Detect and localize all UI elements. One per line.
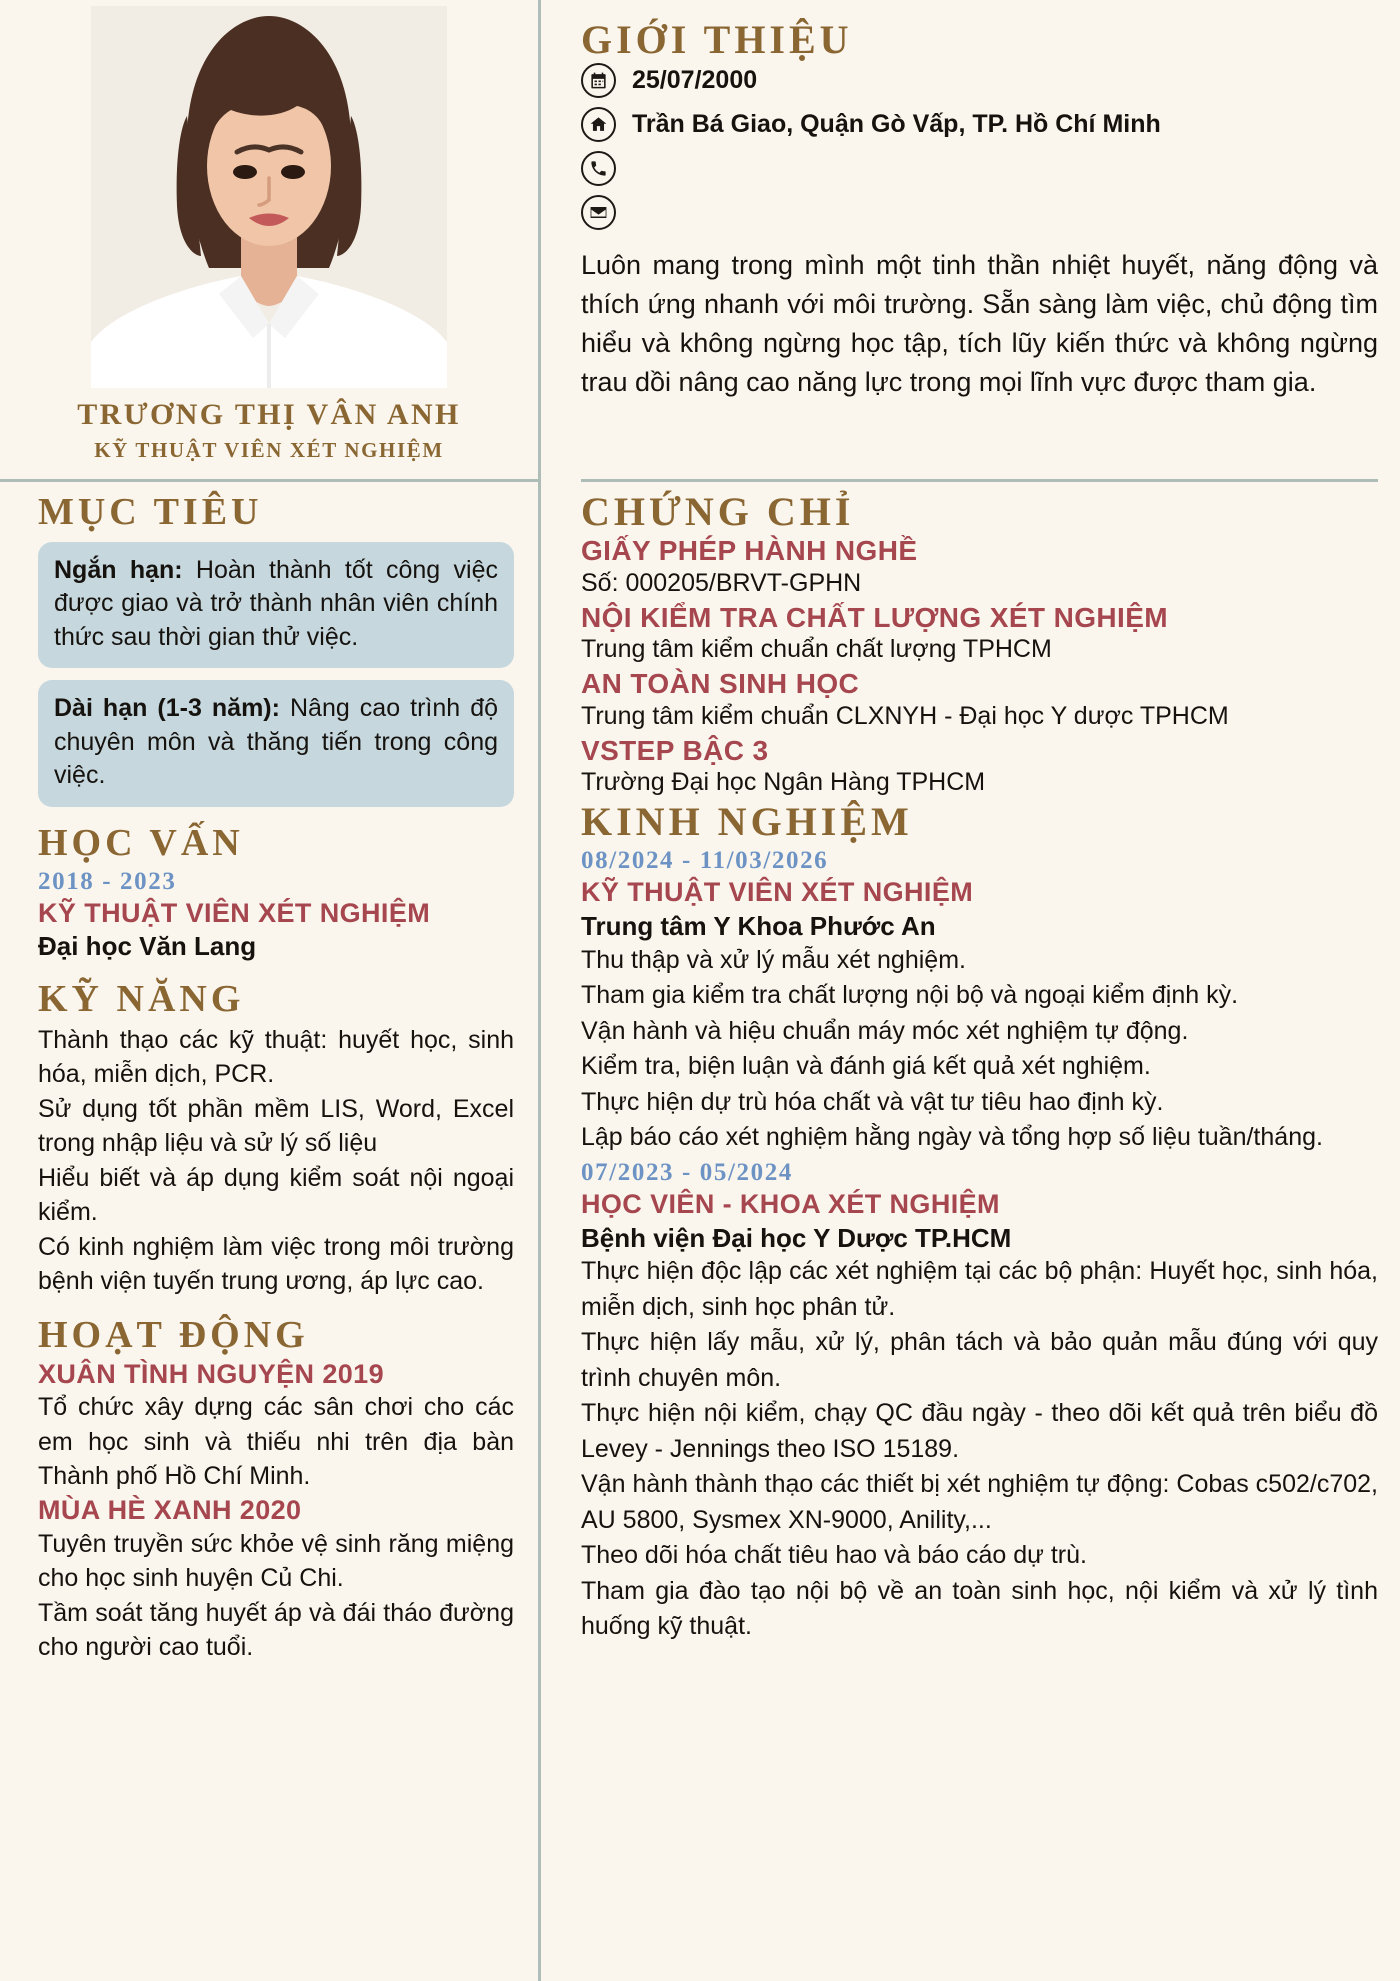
experience-heading: KINH NGHIỆM [581, 799, 913, 845]
experience-line: Thu thập và xử lý mẫu xét nghiệm. [581, 945, 966, 974]
certificate-item [581, 601, 1378, 666]
education-org: Đại học Văn Lang [38, 931, 257, 962]
experience-line: Thực hiện nội kiểm, chạy QC đầu ngày - theo dõi kết quả trên biểu đồ Levey - Jennings theo ISO 15189. [581, 1399, 1378, 1463]
skill-line: Hiểu biết và áp dụng kiểm soát nội ngoại kiểm. [38, 1163, 514, 1227]
experience-date: 07/2023 - 05/2024 [581, 1158, 793, 1186]
avatar [91, 6, 447, 388]
certificate-item [581, 734, 1378, 799]
experience-line: Theo dõi hóa chất tiêu hao và báo cáo dự trù. [581, 1541, 1087, 1570]
education-title: KỸ THUẬT VIÊN XÉT NGHIỆM [38, 897, 431, 928]
objective-long-label: Dài hạn (1-3 năm): [54, 694, 280, 723]
activity-title: XUÂN TÌNH NGUYỆN 2019 [38, 1358, 384, 1389]
activity-title: MÙA HÈ XANH 2020 [38, 1494, 302, 1525]
skill-line: Thành thạo các kỹ thuật: huyết học, sinh hóa, miễn dịch, PCR. [38, 1025, 514, 1089]
profile-role: KỸ THUẬT VIÊN XÉT NGHIỆM [94, 438, 444, 462]
page-title: TRƯƠNG THỊ VÂN ANH [77, 398, 461, 431]
skill-line: Sử dụng tốt phần mềm LIS, Word, Excel trong nhập liệu và sử lý số liệu [38, 1094, 514, 1158]
envelope-icon [581, 195, 616, 230]
certificates-heading: CHỨNG CHỈ [581, 489, 855, 534]
objective-section [38, 492, 514, 807]
certificate-sub: Số: 000205/BRVT-GPHN [581, 568, 862, 597]
experience-line: Kiểm tra, biện luận và đánh giá kết quả xét nghiệm. [581, 1052, 1151, 1081]
intro-section [581, 0, 1378, 482]
home-icon [581, 107, 616, 142]
activity-item [38, 1495, 514, 1665]
experience-line: Tham gia đào tạo nội bộ về an toàn sinh học, nội kiểm và xử lý tình huống kỹ thuật. [581, 1576, 1378, 1641]
certificate-name: NỘI KIỂM TRA CHẤT LƯỢNG XÉT NGHIỆM [581, 601, 1168, 633]
certificate-sub: Trung tâm kiểm chuẩn CLXNYH - Đại học Y dược TPHCM [581, 701, 1229, 730]
activity-item [38, 1359, 514, 1494]
experience-title: HỌC VIÊN - KHOA XÉT NGHIỆM [581, 1188, 1000, 1219]
photo-block [0, 0, 538, 482]
objective-short-label: Ngắn hạn: [54, 555, 183, 584]
skills-heading: KỸ NĂNG [38, 977, 245, 1020]
objective-short-text: Hoàn thành tốt công việc được giao và trở thành nhân viên chính thức sau thời gian thử việc. [54, 555, 498, 651]
portrait-illustration [91, 6, 447, 388]
certificate-sub: Trung tâm kiểm chuẩn chất lượng TPHCM [581, 635, 1052, 664]
activity-line: Tổ chức xây dựng các sân chơi cho các em học sinh và thiếu nhi trên địa bàn Thành phố Hồ Chí Minh. [38, 1393, 514, 1491]
experience-item [581, 1158, 1378, 1645]
right-body [581, 482, 1378, 1645]
intro-summary: Luôn mang trong mình một tinh thần nhiệt huyết, năng động và thích ứng nhanh với môi trường. Sẵn sàng làm việc, chủ động tìm hiểu và không ngừng học tập, tích lũy kiến thức và không ngừng trau dồi nâng cao năng lực trong mọi lĩnh vực được tham gia. [581, 250, 1378, 397]
certificates-section [581, 490, 1378, 798]
experience-item [581, 846, 1378, 1155]
intro-heading: GIỚI THIỆU [581, 17, 853, 62]
education-section [38, 823, 514, 963]
right-column [541, 0, 1400, 1981]
education-heading: HỌC VẤN [38, 821, 244, 864]
address-value: Trần Bá Giao, Quận Gò Vấp, TP. Hồ Chí Minh [632, 109, 1161, 138]
certificate-name: AN TOÀN SINH HỌC [581, 668, 860, 700]
left-column [0, 0, 541, 1981]
contact-email [581, 194, 1378, 230]
experience-section [581, 800, 1378, 1644]
birthdate-value: 25/07/2000 [632, 65, 758, 94]
experience-title: KỸ THUẬT VIÊN XÉT NGHIỆM [581, 877, 974, 908]
experience-date: 08/2024 - 11/03/2026 [581, 847, 829, 875]
experience-org: Trung tâm Y Khoa Phước An [581, 911, 936, 942]
experience-line: Thực hiện độc lập các xét nghiệm tại các bộ phận: Huyết học, sinh hóa, miễn dịch, sinh học phân tử. [581, 1257, 1378, 1321]
skill-line: Có kinh nghiệm làm việc trong môi trường bệnh viện tuyến trung ương, áp lực cao. [38, 1232, 514, 1296]
skills-section [38, 979, 514, 1299]
experience-line: Tham gia kiểm tra chất lượng nội bộ và ngoại kiểm định kỳ. [581, 981, 1239, 1010]
activity-line: Tuyên truyền sức khỏe vệ sinh răng miệng cho học sinh huyện Củ Chi. [38, 1529, 514, 1593]
objective-heading: MỤC TIÊU [38, 491, 263, 533]
certificate-name: GIẤY PHÉP HÀNH NGHỀ [581, 535, 918, 566]
experience-line: Vận hành và hiệu chuẩn máy móc xét nghiệm tự động. [581, 1016, 1189, 1045]
calendar-icon [581, 63, 616, 98]
experience-line: Vận hành thành thạo các thiết bị xét nghiệm tự động: Cobas c502/c702, AU 5800, Sysmex XN-9000, Anility,... [581, 1470, 1378, 1534]
education-item [38, 867, 514, 963]
certificate-sub: Trường Đại học Ngân Hàng TPHCM [581, 768, 986, 797]
contact-phone [581, 150, 1378, 186]
experience-line: Thực hiện dự trù hóa chất và vật tư tiêu hao định kỳ. [581, 1087, 1164, 1116]
activities-section [38, 1315, 514, 1665]
experience-line: Thực hiện lấy mẫu, xử lý, phân tách và bảo quản mẫu đúng với quy trình chuyên môn. [581, 1328, 1378, 1392]
certificate-item [581, 534, 1378, 599]
objective-short-term [38, 542, 514, 669]
phone-icon [581, 151, 616, 186]
objective-long-term [38, 680, 514, 807]
experience-line: Lập báo cáo xét nghiệm hằng ngày và tổng hợp số liệu tuần/tháng. [581, 1123, 1323, 1152]
contact-address [581, 106, 1378, 142]
contact-birthdate [581, 62, 1378, 98]
education-date: 2018 - 2023 [38, 867, 177, 895]
certificate-item [581, 667, 1378, 732]
activities-heading: HOẠT ĐỘNG [38, 1313, 309, 1356]
left-body [0, 482, 538, 1665]
experience-org: Bệnh viện Đại học Y Dược TP.HCM [581, 1222, 1012, 1253]
certificate-name: VSTEP BẬC 3 [581, 734, 769, 766]
activity-line: Tầm soát tăng huyết áp và đái tháo đường cho người cao tuổi. [38, 1598, 514, 1662]
objective-long-text: Nâng cao trình độ chuyên môn và thăng tiến trong công việc. [54, 694, 498, 790]
